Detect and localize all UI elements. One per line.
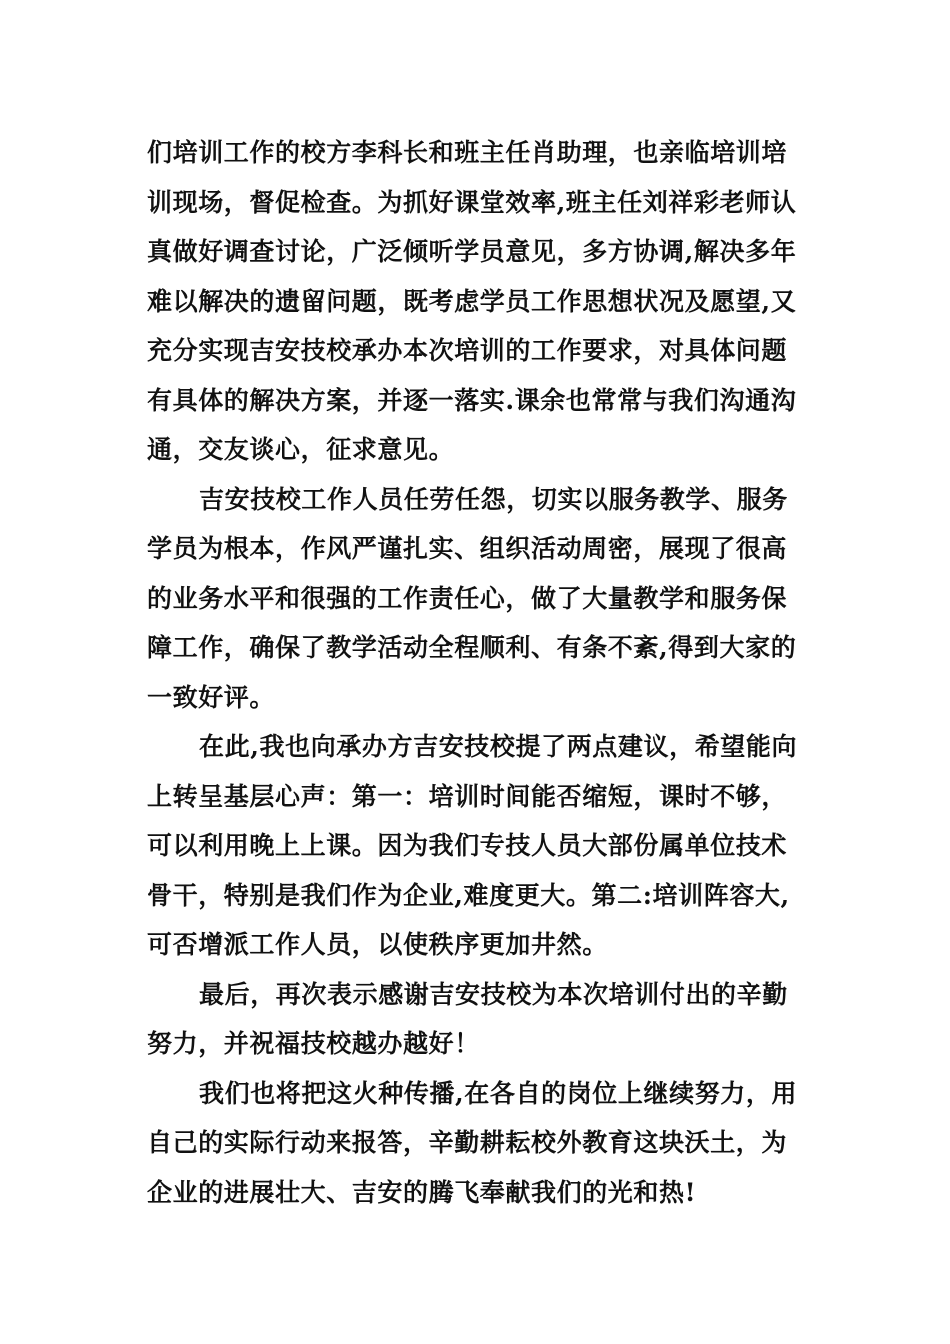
paragraph-1 (147, 128, 817, 475)
text-line: 障工作，确保了教学活动全程顺利、有条不紊,得到大家的 (147, 633, 797, 662)
text-line: 通，交友谈心，征求意见。 (147, 435, 455, 464)
paragraph-4 (147, 970, 817, 1069)
text-line: 上转呈基层心声：第一：培训时间能否缩短，课时不够， (147, 781, 788, 811)
text-line: 一致好评。 (147, 682, 276, 712)
text-line: 难以解决的遗留问题，既考虑学员工作思想状况及愿望,又 (147, 286, 797, 316)
paragraph-3 (147, 722, 817, 970)
text-line: 吉安技校工作人员任劳任怨，切实以服务教学、服务 (199, 484, 788, 514)
text-line: 可否增派工作人员，以使秩序更加井然。 (147, 930, 608, 959)
document-body (147, 128, 817, 1217)
text-line: 有具体的解决方案，并逐一落实.课余也常常与我们沟通沟 (147, 385, 797, 415)
text-line: 可以利用晚上上课。因为我们专技人员大部份属单位技术 (147, 831, 788, 860)
text-line: 训现场，督促检查。为抓好课堂效率,班主任刘祥彩老师认 (147, 187, 797, 217)
paragraph-2 (147, 475, 817, 723)
text-line: 们培训工作的校方李科长和班主任肖助理，也亲临培训培 (147, 138, 788, 167)
text-line: 充分实现吉安技校承办本次培训的工作要求，对具体问题 (147, 336, 788, 365)
text-line: 骨干，特别是我们作为企业,难度更大。第二:培训阵容大, (147, 880, 790, 910)
text-line: 自己的实际行动来报答，辛勤耕耘校外教育这块沃土，为 (147, 1128, 788, 1157)
text-line: 我们也将把这火种传播,在各自的岗位上继续努力，用 (199, 1078, 798, 1108)
text-line: 学员为根本，作风严谨扎实、组织活动周密，展现了很高 (147, 534, 788, 563)
text-line: 努力，并祝福技校越办越好！ (147, 1029, 480, 1058)
text-line: 企业的进展壮大、吉安的腾飞奉献我们的光和热! (147, 1177, 697, 1207)
text-line: 真做好调查讨论，广泛倾听学员意见，多方协调,解决多年 (147, 237, 797, 266)
text-line: 在此,我也向承办方吉安技校提了两点建议，希望能向 (199, 732, 798, 761)
paragraph-5 (147, 1069, 817, 1218)
text-line: 最后，再次表示感谢吉安技校为本次培训付出的辛勤 (199, 979, 788, 1009)
text-line: 的业务水平和很强的工作责任心，做了大量教学和服务保 (147, 583, 788, 613)
